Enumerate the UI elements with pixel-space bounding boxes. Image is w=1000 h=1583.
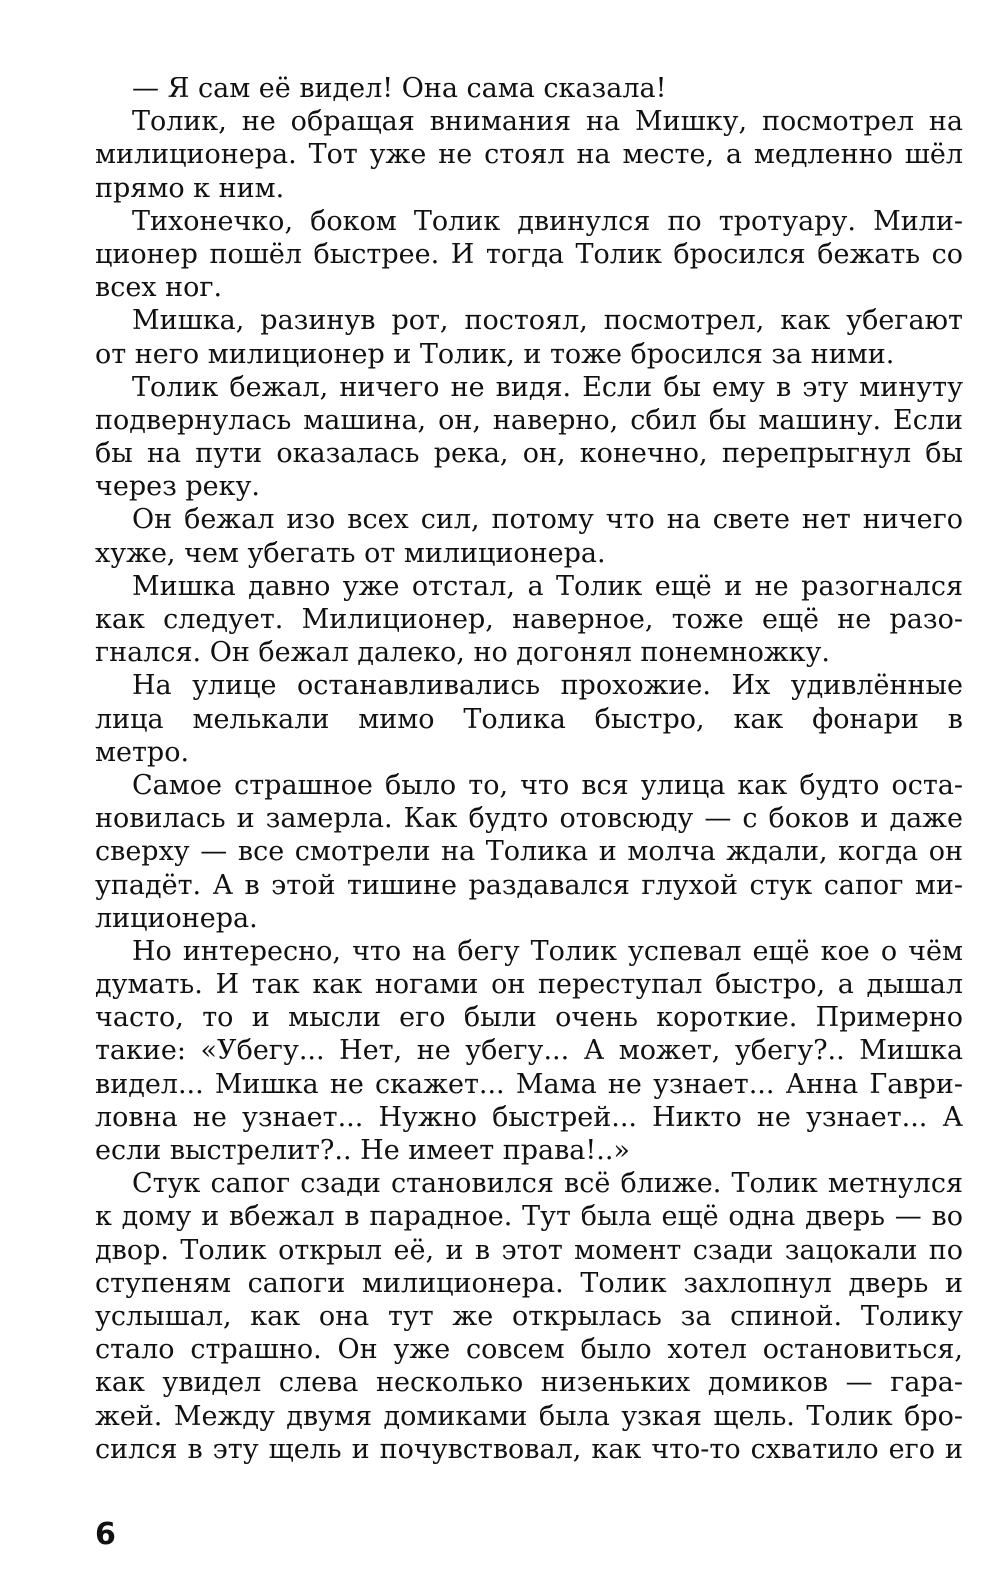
text-line: лиционера.	[95, 902, 258, 934]
text-line: через реку.	[95, 471, 261, 503]
text-line: жей. Между двумя домиками была узкая щель. Толик бро-	[95, 1400, 963, 1432]
text-line: Тихонечко, боком Толик двинулся по тротуару. Мили-	[132, 205, 963, 237]
text-line: как увидел слева несколько низеньких домиков — гара-	[95, 1367, 963, 1399]
text-line: — Я сам её видел! Она сама сказала!	[132, 73, 667, 104]
text-line: гнался. Он бежал далеко, но догонял понемножку.	[95, 637, 831, 669]
text-line: Мишка, разинув рот, постоял, посмотрел, как убегают	[132, 305, 963, 337]
text-line: подвернулась машина, он, наверно, сбил бы машину. Если	[95, 404, 963, 436]
text-line: ционер пошёл быстрее. И тогда Толик бросился бежать со	[95, 238, 963, 270]
text-line: бы на пути оказалась река, он, конечно, перепрыгнул бы	[95, 438, 963, 470]
text-line: такие: «Убегу... Нет, не убегу... А может, убегу?.. Мишка	[95, 1035, 963, 1067]
text-line: от него милиционер и Толик, и тоже бросился за ними.	[95, 338, 895, 370]
text-line: сверху — все смотрели на Толика и молча ждали, когда он	[95, 836, 963, 868]
text-line: лица мелькали мимо Толика быстро, как фонари в	[95, 703, 963, 735]
text-line: новилась и замерла. Как будто отовсюду — с боков и даже	[95, 803, 963, 835]
text-line: Самое страшное было то, что вся улица как будто оста-	[132, 769, 963, 801]
text-line: думать. И так как ногами он переступал быстро, а дышал	[95, 969, 963, 1001]
text-line: всех ног.	[95, 272, 223, 304]
text-line: ступеням сапоги милиционера. Толик захлопнул дверь и	[95, 1267, 963, 1299]
text-line: услышал, как она тут же открылась за спиной. Толику	[95, 1300, 963, 1332]
text-line: стало страшно. Он уже совсем было хотел остановиться,	[95, 1334, 963, 1366]
text-line: Он бежал изо всех сил, потому что на свете нет ничего	[132, 504, 963, 536]
text-line: На улице останавливались прохожие. Их удивлённые	[132, 670, 963, 702]
text-line: сился в эту щель и почувствовал, как что-то схватило его и	[95, 1433, 963, 1465]
text-line: Но интересно, что на бегу Толик успевал ещё кое о чём	[132, 935, 963, 967]
text-line: Мишка давно уже отстал, а Толик ещё и не разогнался	[132, 570, 963, 602]
text-line: часто, то и мысли его были очень короткие. Примерно	[95, 1002, 963, 1034]
text-line: к дому и вбежал в парадное. Тут была ещё одна дверь — во	[95, 1201, 963, 1233]
text-line: прямо к ним.	[95, 172, 285, 204]
text-line: Толик бежал, ничего не видя. Если бы ему в эту минуту	[132, 371, 963, 403]
text-line: видел... Мишка не скажет... Мама не узнает... Анна Гаври-	[95, 1068, 963, 1100]
page-number: 6	[95, 1517, 116, 1552]
text-line: двор. Толик открыл её, и в этот момент сзади зацокали по	[95, 1234, 963, 1266]
text-line: Стук сапог сзади становился всё ближе. Толик метнулся	[132, 1168, 963, 1200]
text-line: ловна не узнает... Нужно быстрей... Никто не узнает... А	[95, 1101, 963, 1133]
text-line: Толик, не обращая внимания на Мишку, посмотрел на	[132, 106, 963, 138]
text-line: как следует. Милиционер, наверное, тоже ещё не разо-	[95, 604, 963, 635]
page-body-text	[95, 72, 963, 1466]
text-line: упадёт. А в этой тишине раздавался глухой стук сапог ми-	[95, 869, 963, 901]
text-line: если выстрелит?.. Не имеет права!..»	[95, 1135, 630, 1166]
text-line: хуже, чем убегать от милиционера.	[95, 537, 606, 569]
text-line: метро.	[95, 736, 190, 768]
text-line: милиционера. Тот уже не стоял на месте, а медленно шёл	[95, 139, 963, 171]
